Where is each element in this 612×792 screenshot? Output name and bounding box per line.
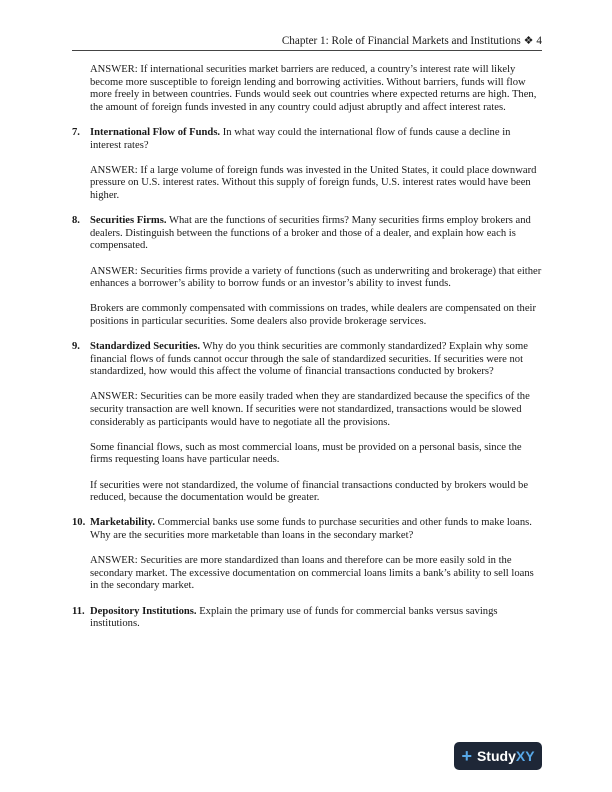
- question-prompt: [90, 517, 542, 542]
- brand-name: [477, 748, 535, 764]
- header-divider: [72, 50, 542, 51]
- answer-paragraph: Brokers are commonly compensated with commissions on trades, while dealers are compensated on their positions in particular securities. Some dealers also provide brokerage services.: [90, 303, 536, 327]
- brand-xy: XY: [515, 748, 535, 764]
- question-number: 11.: [72, 605, 85, 617]
- answer-paragraph: ANSWER: If a large volume of foreign funds was invested in the United States, it could place downward pressure on U.S. interest rates. Without this supply of foreign funds, U.S. interest rates would have been higher.: [90, 164, 537, 201]
- question-11: [72, 606, 542, 631]
- question-prompt: [90, 341, 542, 379]
- chapter-title: Chapter 1: Role of Financial Markets and Institutions ❖ 4: [281, 35, 542, 47]
- document-body: [72, 64, 542, 643]
- answer-paragraph: If securities were not standardized, the volume of financial transactions conducted by brokers would be reduced, because the documentation would be greater.: [90, 479, 529, 504]
- question-text: What are the functions of securities firms? Many securities firms employ brokers and dealers. Distinguish between the functions of a broker and those of a dealer, and explain how each is compensated.: [90, 215, 531, 252]
- question-title: International Flow of Funds.: [90, 126, 221, 138]
- answer-paragraph: Some financial flows, such as most commercial loans, must be provided on a personal basis, since the firms requesting loans have particular needs.: [90, 441, 522, 466]
- plus-icon: +: [461, 746, 472, 766]
- question-number: 8.: [72, 215, 80, 227]
- answer-paragraph: ANSWER: Securities can be more easily traded when they are standardized because the specifics of the security transaction are well known. If securities were not standardized, transactions would be slowed considerably as participants would have to negotiate all the provisions.: [90, 391, 530, 428]
- answer-paragraph: ANSWER: Securities firms provide a variety of functions (such as underwriting and brokerage) that either enhances a borrower’s ability to borrow funds or an investor’s ability to invest funds.: [90, 265, 542, 290]
- brand-study: Study: [476, 748, 516, 764]
- question-number: 7.: [72, 126, 80, 138]
- question-text: In what way could the international flow of funds cause a decline in interest rates?: [90, 126, 511, 151]
- question-10: [72, 517, 542, 593]
- question-9: [72, 341, 542, 505]
- intro-answer: ANSWER: If international securities market barriers are reduced, a country’s interest rate will likely become more susceptible to foreign lending and borrowing activities. Without barriers, funds will flow more freely in between countries. Funds would seek out countries where expected returns are high. Then, the amount of foreign funds invested in any country could adjust abruptly and affect interest rates.: [90, 64, 537, 113]
- question-number: 9.: [72, 341, 80, 353]
- question-number: 10.: [72, 517, 86, 529]
- question-title: Securities Firms.: [90, 215, 167, 227]
- question-text: Why do you think securities are commonly standardized? Explain why some financial flows of funds cannot occur through the sale of standardized securities. If securities were not standardized, how would this affect the volume of financial transactions conducted by brokers?: [90, 341, 528, 378]
- question-7: [72, 127, 542, 203]
- question-title: Marketability.: [90, 517, 156, 529]
- page-header: [72, 34, 542, 48]
- question-8: [72, 215, 542, 328]
- question-title: Depository Institutions.: [90, 605, 197, 617]
- question-text: Explain the primary use of funds for commercial banks versus savings institutions.: [90, 605, 498, 630]
- question-prompt: [90, 606, 542, 631]
- question-prompt: [90, 215, 542, 253]
- question-text: Commercial banks use some funds to purchase securities and other funds to make loans. Why are the securities more marketable than loans in the secondary market?: [90, 517, 532, 541]
- answer-paragraph: ANSWER: Securities are more standardized than loans and therefore can be more easily sold in the secondary market. The excessive documentation on commercial loans limits a bank’s ability to sell loans in the secondary market.: [90, 555, 534, 592]
- studyxy-badge[interactable]: [454, 742, 542, 770]
- question-prompt: [90, 127, 542, 152]
- question-title: Standardized Securities.: [90, 341, 201, 353]
